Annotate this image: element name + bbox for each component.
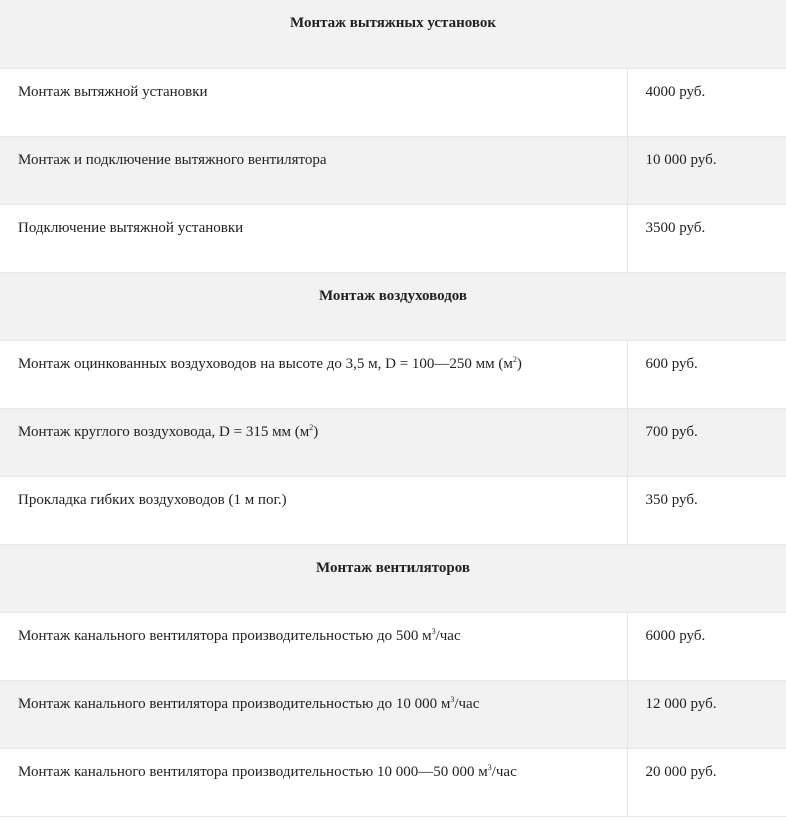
table-row [0, 340, 786, 408]
service-price: 6000 руб. [627, 612, 786, 680]
service-price: 4000 руб. [627, 68, 786, 136]
superscript: 3 [450, 694, 455, 704]
service-price: 700 руб. [627, 408, 786, 476]
service-name: Монтаж и подключение вытяжного вентилятора [0, 136, 627, 204]
section-title: Монтаж вытяжных установок [0, 0, 786, 68]
section-header-row [0, 272, 786, 340]
service-name: Монтаж оцинкованных воздуховодов на высоте до 3,5 м, D = 100—250 мм $(м^2)$ [0, 340, 627, 408]
section-header-row [0, 0, 786, 68]
section-title: Монтаж вентиляторов [0, 544, 786, 612]
service-name: Монтаж канального вентилятора производительностью 10 000—50 000 $м^3$/час [0, 748, 627, 816]
superscript: 2 [512, 354, 517, 364]
table-row [0, 408, 786, 476]
section-title: Монтаж воздуховодов [0, 272, 786, 340]
superscript: 2 [309, 422, 314, 432]
service-name: Монтаж канального вентилятора производительностью до 10 000 $м^3$/час [0, 680, 627, 748]
superscript: 3 [487, 762, 492, 772]
service-name: Прокладка гибких воздуховодов (1 м пог.) [0, 476, 627, 544]
superscript: 3 [431, 626, 436, 636]
service-price: 350 руб. [627, 476, 786, 544]
service-price: 3500 руб. [627, 204, 786, 272]
table-row [0, 204, 786, 272]
table-row [0, 748, 786, 816]
service-name: Монтаж канального вентилятора производительностью до 500 $м^3$/час [0, 612, 627, 680]
service-name: Подключение вытяжной установки [0, 204, 627, 272]
service-price: 10 000 руб. [627, 136, 786, 204]
table-row [0, 68, 786, 136]
service-price: 600 руб. [627, 340, 786, 408]
service-name: Монтаж круглого воздуховода, D = 315 мм $(м^2)$ [0, 408, 627, 476]
service-price: 12 000 руб. [627, 680, 786, 748]
table-row [0, 136, 786, 204]
service-name: Монтаж вытяжной установки [0, 68, 627, 136]
table-row [0, 680, 786, 748]
section-header-row [0, 544, 786, 612]
table-row [0, 612, 786, 680]
service-price: 20 000 руб. [627, 748, 786, 816]
table-row [0, 476, 786, 544]
